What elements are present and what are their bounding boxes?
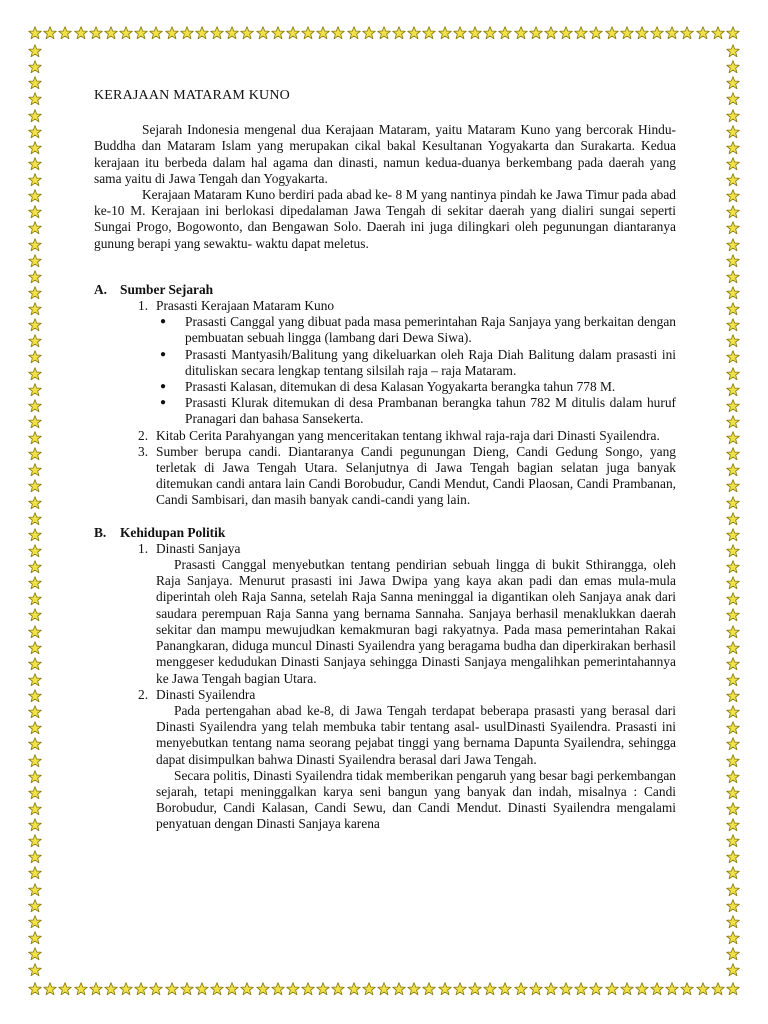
star-icon xyxy=(605,26,619,40)
star-icon xyxy=(28,173,42,187)
star-icon xyxy=(28,92,42,106)
star-icon xyxy=(726,238,740,252)
star-icon xyxy=(726,673,740,687)
star-icon xyxy=(498,26,512,40)
star-icon xyxy=(301,982,315,996)
star-icon xyxy=(28,318,42,332)
star-icon xyxy=(726,528,740,542)
star-icon xyxy=(43,982,57,996)
star-icon xyxy=(726,173,740,187)
section-paragraph: Prasasti Canggal menyebutkan tentang pendirian sebuah lingga di bukit Sthirangga, oleh Raja Sanjaya. Menurut prasasti ini Jawa Dwipa yang kaya akan padi dan emas mula-mula diperintah oleh Raja Sanna, setelah Raja Sanna meninggal ia digantikan oleh Sanjaya anak dari saudara perempuan Raja Sanna yang bernama Sannaha. Sanjaya berhasil menaklukkan daerah sekitar dan mampu mewujudkan kemakmuran bagi rakyatnya. Pada masa pemerintahan Rakai Panangkaran, diduga muncul Dinasti Syailendra yang beragama budha dan diperkirakan berhasil menggeser kedudukan Dinasti Sanjaya sehingga Dinasti Sanjaya mengalihkan pemerintahannya ke Jawa Tengah bagian Utara. xyxy=(156,557,676,686)
star-icon xyxy=(438,982,452,996)
star-icon xyxy=(28,721,42,735)
star-icon xyxy=(225,982,239,996)
bullet-item xyxy=(160,379,676,395)
star-icon xyxy=(422,982,436,996)
star-icon xyxy=(726,982,740,996)
star-icon xyxy=(28,982,42,996)
star-icon xyxy=(28,915,42,929)
star-icon xyxy=(726,383,740,397)
star-icon xyxy=(28,641,42,655)
star-icon xyxy=(28,963,42,977)
star-icon xyxy=(726,560,740,574)
star-icon xyxy=(28,625,42,639)
star-icon xyxy=(28,383,42,397)
star-icon xyxy=(726,254,740,268)
star-icon xyxy=(726,931,740,945)
bullet-text: Prasasti Mantyasih/Balitung yang dikeluarkan oleh Raja Diah Balitung dalam prasasti ini dituliskan secara lengkap tentang silsilah raja – raja Mataram. xyxy=(185,346,676,378)
star-icon xyxy=(468,26,482,40)
star-icon xyxy=(726,26,740,40)
star-icon xyxy=(680,982,694,996)
star-icon xyxy=(28,802,42,816)
bullet-list xyxy=(94,314,676,427)
star-icon xyxy=(180,982,194,996)
star-icon xyxy=(544,26,558,40)
star-icon xyxy=(726,415,740,429)
star-icon xyxy=(726,576,740,590)
star-icon xyxy=(726,770,740,784)
star-icon xyxy=(74,982,88,996)
star-icon xyxy=(650,26,664,40)
star-icon xyxy=(165,982,179,996)
star-icon xyxy=(726,963,740,977)
list-item xyxy=(138,444,676,509)
star-icon xyxy=(28,463,42,477)
star-icon xyxy=(28,141,42,155)
star-icon xyxy=(43,26,57,40)
section-title: Kehidupan Politik xyxy=(120,524,226,540)
star-icon xyxy=(726,592,740,606)
star-icon xyxy=(726,689,740,703)
bullet-text: Prasasti Kalasan, ditemukan di desa Kalasan Yogyakarta berangka tahun 778 M. xyxy=(185,379,616,395)
star-icon xyxy=(28,608,42,622)
star-icon xyxy=(28,931,42,945)
star-icon xyxy=(726,44,740,58)
star-icon xyxy=(28,109,42,123)
star-icon xyxy=(392,26,406,40)
section-b-heading xyxy=(94,525,676,541)
star-icon xyxy=(514,982,528,996)
star-icon xyxy=(453,982,467,996)
star-icon xyxy=(271,26,285,40)
list-item-text: Prasasti Kerajaan Mataram Kuno xyxy=(156,298,335,314)
star-icon xyxy=(696,982,710,996)
star-icon xyxy=(544,982,558,996)
star-icon xyxy=(89,982,103,996)
star-icon xyxy=(28,238,42,252)
star-icon xyxy=(438,26,452,40)
star-icon xyxy=(347,982,361,996)
star-icon xyxy=(726,544,740,558)
bullet-text: Prasasti Klurak ditemukan di desa Prambanan berangka tahun 782 M ditulis dalam huruf Pranagari dan bahasa Sansekerta. xyxy=(185,395,676,427)
star-icon xyxy=(726,334,740,348)
star-icon xyxy=(726,221,740,235)
star-icon xyxy=(286,26,300,40)
star-icon xyxy=(28,544,42,558)
star-icon xyxy=(28,689,42,703)
star-icon xyxy=(134,982,148,996)
star-icon xyxy=(483,26,497,40)
star-icon xyxy=(28,270,42,284)
star-icon xyxy=(28,673,42,687)
bullet-item xyxy=(160,395,676,427)
star-icon xyxy=(377,26,391,40)
star-icon xyxy=(362,26,376,40)
star-icon xyxy=(726,479,740,493)
star-icon xyxy=(726,802,740,816)
star-icon xyxy=(28,560,42,574)
star-icon xyxy=(28,737,42,751)
star-icon xyxy=(240,26,254,40)
intro-paragraph-2: Kerajaan Mataram Kuno berdiri pada abad ke- 8 M yang nantinya pindah ke Jawa Timur pada abad ke-10 M. Kerajaan ini berlokasi dipedalaman Jawa Tengah di sekitar daerah yang dialiri sungai seperti Sungai Progo, Bogowonto, dan Bengawan Solo. Daerah ini juga dilingkari oleh pegunungan diantaranya gunung berapi yang sewaktu- waktu dapat meletus. xyxy=(94,187,676,251)
star-icon xyxy=(514,26,528,40)
star-icon xyxy=(635,982,649,996)
star-icon xyxy=(28,221,42,235)
star-icon xyxy=(711,26,725,40)
star-icon xyxy=(104,26,118,40)
star-icon xyxy=(134,26,148,40)
star-icon xyxy=(104,982,118,996)
star-icon xyxy=(28,125,42,139)
star-icon xyxy=(726,302,740,316)
star-icon xyxy=(726,318,740,332)
star-icon xyxy=(149,982,163,996)
star-icon xyxy=(726,721,740,735)
star-icon xyxy=(726,141,740,155)
star-icon xyxy=(256,982,270,996)
star-icon xyxy=(529,26,543,40)
star-icon xyxy=(195,982,209,996)
star-icon xyxy=(28,44,42,58)
star-icon xyxy=(28,189,42,203)
star-icon xyxy=(165,26,179,40)
star-icon xyxy=(28,350,42,364)
bullet-icon: ● xyxy=(160,397,167,409)
star-icon xyxy=(650,982,664,996)
star-border-top xyxy=(28,26,740,40)
star-icon xyxy=(726,189,740,203)
star-icon xyxy=(726,657,740,671)
star-icon xyxy=(119,982,133,996)
star-icon xyxy=(407,982,421,996)
star-icon xyxy=(377,982,391,996)
list-number: 3. xyxy=(138,443,149,459)
star-icon xyxy=(210,982,224,996)
intro-paragraph-1: Sejarah Indonesia mengenal dua Kerajaan Mataram, yaitu Mataram Kuno yang bercorak Hindu-Buddha dan Mataram Islam yang merupakan cikal bakal Kesultanan Yogyakarta dan Surakarta. Kedua kerajaan itu berbeda dalam hal agama dan dinasti, namun kedua-duanya berkembang pada daerah yang sama yaitu di Jawa Tengah dan Yogyakarta. xyxy=(94,122,676,186)
star-icon xyxy=(149,26,163,40)
star-icon xyxy=(225,26,239,40)
document-title: KERAJAAN MATARAM KUNO xyxy=(94,88,290,103)
star-icon xyxy=(331,982,345,996)
star-icon xyxy=(726,834,740,848)
star-icon xyxy=(726,270,740,284)
list-item xyxy=(138,298,676,314)
star-icon xyxy=(726,463,740,477)
star-icon xyxy=(28,834,42,848)
star-icon xyxy=(28,76,42,90)
bullet-item xyxy=(160,347,676,379)
star-icon xyxy=(28,818,42,832)
star-icon xyxy=(58,26,72,40)
star-icon xyxy=(726,883,740,897)
list-number: 1. xyxy=(138,540,149,556)
star-icon xyxy=(726,157,740,171)
star-icon xyxy=(28,496,42,510)
star-icon xyxy=(28,254,42,268)
section-paragraph: Pada pertengahan abad ke-8, di Jawa Tengah terdapat beberapa prasasti yang berasal dari Dinasti Syailendra yang telah membuka tabir tentang asal- usulDinasti Syailendra. Prasasti ini menyebutkan tentang nama seorang pejabat tinggi yang bernama Dapunta Syailendra, sehingga dapat disimpulkan bahwa Dinasti Syailendra berasal dari Jawa Tengah. xyxy=(156,702,676,767)
section-letter: A. xyxy=(94,281,108,297)
star-icon xyxy=(28,367,42,381)
star-icon xyxy=(726,915,740,929)
star-icon xyxy=(680,26,694,40)
star-icon xyxy=(28,431,42,445)
star-icon xyxy=(28,770,42,784)
list-item-text: Kitab Cerita Parahyangan yang menceritakan tentang ikhwal raja-raja dari Dinasti Syailendra. xyxy=(156,427,660,443)
star-icon xyxy=(28,528,42,542)
star-icon xyxy=(726,608,740,622)
list-number: 2. xyxy=(138,686,149,702)
star-icon xyxy=(726,866,740,880)
star-icon xyxy=(726,286,740,300)
star-icon xyxy=(529,982,543,996)
star-icon xyxy=(726,399,740,413)
star-icon xyxy=(589,26,603,40)
list-item xyxy=(138,687,676,703)
list-number: 2. xyxy=(138,427,149,443)
star-icon xyxy=(347,26,361,40)
bullet-icon: ● xyxy=(160,348,167,360)
star-icon xyxy=(271,982,285,996)
star-icon xyxy=(89,26,103,40)
star-icon xyxy=(696,26,710,40)
star-icon xyxy=(58,982,72,996)
section-title: Sumber Sejarah xyxy=(120,281,214,297)
star-icon xyxy=(28,754,42,768)
star-icon xyxy=(665,982,679,996)
star-icon xyxy=(28,850,42,864)
star-icon xyxy=(726,205,740,219)
star-icon xyxy=(286,982,300,996)
bullet-text: Prasasti Canggal yang dibuat pada masa pemerintahan Raja Sanjaya yang berkaitan dengan pembuatan sebuah lingga (lambang dari Dewa Siwa). xyxy=(185,314,676,346)
star-icon xyxy=(301,26,315,40)
star-icon xyxy=(28,705,42,719)
star-icon xyxy=(28,26,42,40)
star-icon xyxy=(28,60,42,74)
star-icon xyxy=(605,982,619,996)
bullet-icon: ● xyxy=(160,381,167,393)
star-icon xyxy=(559,26,573,40)
star-border-right xyxy=(726,44,740,978)
star-icon xyxy=(28,947,42,961)
star-icon xyxy=(28,302,42,316)
star-icon xyxy=(665,26,679,40)
star-icon xyxy=(316,26,330,40)
bullet-item xyxy=(160,314,676,346)
star-icon xyxy=(726,431,740,445)
star-icon xyxy=(711,982,725,996)
star-icon xyxy=(422,26,436,40)
star-icon xyxy=(453,26,467,40)
star-icon xyxy=(180,26,194,40)
star-icon xyxy=(28,576,42,590)
star-icon xyxy=(195,26,209,40)
star-icon xyxy=(574,982,588,996)
star-border-bottom xyxy=(28,982,740,996)
list-item xyxy=(138,428,676,444)
star-icon xyxy=(483,982,497,996)
star-icon xyxy=(119,26,133,40)
star-icon xyxy=(726,947,740,961)
star-icon xyxy=(635,26,649,40)
bullet-icon: ● xyxy=(160,316,167,328)
list-item-text: Dinasti Sanjaya xyxy=(156,540,241,556)
star-icon xyxy=(316,982,330,996)
star-icon xyxy=(28,447,42,461)
star-icon xyxy=(28,479,42,493)
star-icon xyxy=(28,157,42,171)
star-icon xyxy=(28,415,42,429)
star-border-left xyxy=(28,44,42,978)
star-icon xyxy=(559,982,573,996)
star-icon xyxy=(726,641,740,655)
star-icon xyxy=(498,982,512,996)
star-icon xyxy=(726,818,740,832)
star-icon xyxy=(392,982,406,996)
star-icon xyxy=(726,899,740,913)
star-icon xyxy=(240,982,254,996)
star-icon xyxy=(331,26,345,40)
star-icon xyxy=(726,109,740,123)
star-icon xyxy=(28,205,42,219)
star-icon xyxy=(726,496,740,510)
star-icon xyxy=(726,754,740,768)
list-item xyxy=(138,541,676,557)
star-icon xyxy=(726,850,740,864)
star-icon xyxy=(726,737,740,751)
star-icon xyxy=(726,705,740,719)
star-icon xyxy=(726,367,740,381)
section-letter: B. xyxy=(94,524,107,540)
star-icon xyxy=(726,512,740,526)
list-number: 1. xyxy=(138,298,149,314)
document-page xyxy=(94,88,676,833)
star-icon xyxy=(589,982,603,996)
star-icon xyxy=(726,447,740,461)
star-icon xyxy=(407,26,421,40)
star-icon xyxy=(28,286,42,300)
star-icon xyxy=(28,512,42,526)
star-icon xyxy=(28,786,42,800)
star-icon xyxy=(28,334,42,348)
star-icon xyxy=(726,786,740,800)
star-icon xyxy=(574,26,588,40)
section-paragraph: Secara politis, Dinasti Syailendra tidak memberikan pengaruh yang besar bagi perkembangan sejarah, tetapi meninggalkan karya seni bangun yang banyak dan indah, misalnya : Candi Borobudur, Candi Kalasan, Candi Sewu, dan Candi Mendut. Dinasti Syailendra mengalami penyatuan dengan Dinasti Sanjaya karena xyxy=(156,767,676,832)
star-icon xyxy=(620,26,634,40)
star-icon xyxy=(468,982,482,996)
star-icon xyxy=(210,26,224,40)
list-item-text: Dinasti Syailendra xyxy=(156,686,256,702)
star-icon xyxy=(28,592,42,606)
star-icon xyxy=(28,899,42,913)
star-icon xyxy=(74,26,88,40)
star-icon xyxy=(256,26,270,40)
star-icon xyxy=(726,125,740,139)
star-icon xyxy=(28,399,42,413)
star-icon xyxy=(362,982,376,996)
star-icon xyxy=(28,866,42,880)
star-icon xyxy=(28,657,42,671)
star-icon xyxy=(726,76,740,90)
section-a-heading xyxy=(94,282,676,298)
star-icon xyxy=(28,883,42,897)
star-icon xyxy=(726,350,740,364)
list-item-text: Sumber berupa candi. Diantaranya Candi pegunungan Dieng, Candi Gedung Songo, yang terletak di Jawa Tengah Utara. Selanjutnya di Jawa Tengah bagian selatan juga banyak ditemukan candi antara lain Candi Borobudur, Candi Mendut, Candi Plaosan, Candi Prambanan, Candi Sambisari, dan masih banyak candi-candi yang lain. xyxy=(156,443,676,508)
star-icon xyxy=(620,982,634,996)
star-icon xyxy=(726,60,740,74)
star-icon xyxy=(726,92,740,106)
star-icon xyxy=(726,625,740,639)
